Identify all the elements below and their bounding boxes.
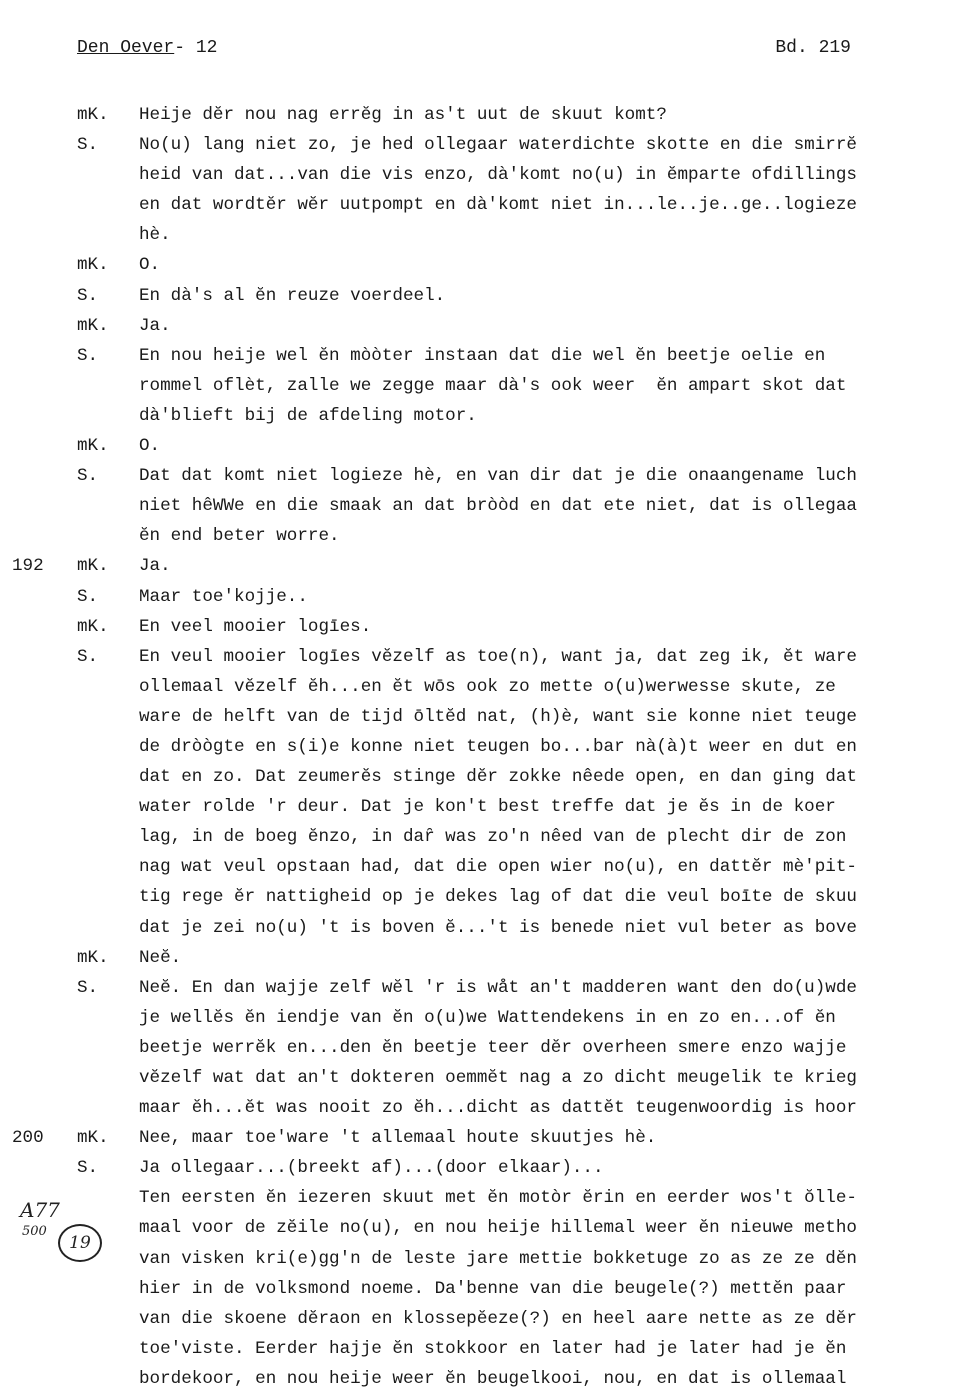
line-text: En veel mooier logīes.	[139, 616, 372, 637]
header-page-number: - 12	[174, 38, 218, 58]
line-text: lag, in de boeg ĕnzo, in daȓ was zo'n nêed van de plecht dir de zon	[139, 827, 847, 848]
transcript-line	[0, 612, 979, 642]
transcript-line	[0, 1183, 979, 1213]
speaker-label: mK.	[77, 1128, 109, 1149]
transcript-line	[0, 100, 979, 130]
transcript-line	[0, 1364, 979, 1394]
line-text: bordekoor, en nou heije weer ĕn beugelkooi, nou, en dat is ollemaal	[139, 1368, 847, 1389]
line-text: tig rege ĕr nattigheid op je dekes lag of dat die veul boīte de skuu	[139, 887, 857, 908]
line-text: dat je zei no(u) 't is boven ĕ...'t is benede niet vul beter as bove	[139, 917, 857, 938]
transcript-line	[0, 311, 979, 341]
line-text: Dat dat komt niet logieze hè, en van dir dat je die onaangename luch	[139, 466, 857, 487]
line-text: Heije dĕr nou nag errĕg in as't uut de skuut komt?	[139, 105, 667, 125]
line-text: En dà's al ĕn reuze voerdeel.	[139, 285, 446, 306]
line-text: beetje werrĕk en...den ĕn beetje teer dĕr overheen smere enzo wajje	[139, 1037, 847, 1058]
line-text: water rolde 'r deur. Dat je kon't best treffe dat je ĕs in de koer	[139, 797, 836, 818]
line-number: 192	[12, 556, 44, 577]
transcript-line	[0, 1334, 979, 1364]
line-text: hier in de volksmond noeme. Da'benne van die beugele(?) mettĕn paar	[139, 1278, 847, 1299]
line-text: niet hêWWe en die smaak an dat bròòd en dat ete niet, dat is ollegaa	[139, 496, 857, 517]
speaker-label: mK.	[77, 105, 109, 125]
speaker-label: mK.	[77, 436, 109, 457]
transcript-line	[0, 130, 979, 160]
transcript-line	[0, 1123, 979, 1153]
line-text: van visken kri(e)gg'n de leste jare mettie bokketuge zo as ze ze dĕn	[139, 1248, 857, 1269]
transcript-line	[0, 1003, 979, 1033]
transcript-line	[0, 1033, 979, 1063]
transcript-line	[0, 341, 979, 371]
transcript-line	[0, 913, 979, 943]
transcript-line	[0, 551, 979, 581]
transcript-line	[0, 190, 979, 220]
speaker-label: S.	[77, 977, 99, 998]
annotation-circled-number: 19	[58, 1224, 102, 1262]
line-text: van die skoene dĕraon en klossepĕeze(?) en heel aare nette as ze dĕr	[139, 1308, 857, 1329]
header-code: Bd. 219	[775, 38, 851, 58]
transcript-line	[0, 762, 979, 792]
speaker-label: S.	[77, 466, 99, 487]
line-text: Neĕ. En dan wajje zelf wĕl 'r is wåt an't madderen want den do(u)wde	[139, 977, 857, 998]
line-text: maar ĕh...ĕt was nooit zo ĕh...dicht as dattĕt teugenwoordig is hoor	[139, 1098, 857, 1119]
speaker-label: S.	[77, 285, 99, 306]
line-text: En nou heije wel ĕn mòòter instaan dat die wel ĕn beetje oelie en	[139, 345, 826, 366]
line-text: Ja ollegaar...(breekt af)...(door elkaar)...	[139, 1158, 604, 1179]
speaker-label: S.	[77, 646, 99, 667]
transcript-line	[0, 702, 979, 732]
transcript-line	[0, 1063, 979, 1093]
transcript-line	[0, 882, 979, 912]
transcript-body	[0, 100, 979, 1394]
header-title: Den Oever	[77, 38, 175, 58]
speaker-label: mK.	[77, 556, 109, 577]
transcript-line	[0, 1213, 979, 1243]
line-text: de dròògte en s(i)e konne niet teugen bo...bar nà(à)t weer en dut en	[139, 736, 857, 757]
line-text: vĕzelf wat dat an't dokteren oemmĕt nag a zo dicht meugelik te krieg	[139, 1068, 857, 1088]
line-text: rommel oflèt, zalle we zegge maar dà's ook weer ĕn ampart skot dat	[139, 375, 847, 396]
transcript-line	[0, 220, 979, 250]
line-number: 200	[12, 1128, 44, 1149]
transcript-line	[0, 582, 979, 612]
line-text: je wellĕs ĕn iendje van ĕn o(u)we Wattendekens in en zo en...of ĕn	[139, 1007, 836, 1028]
line-text: O.	[139, 255, 161, 276]
annotation-number: 500	[22, 1224, 47, 1239]
transcript-line	[0, 792, 979, 822]
line-text: Neĕ.	[139, 947, 182, 968]
transcript-line	[0, 642, 979, 672]
transcript-line	[0, 491, 979, 521]
transcript-line	[0, 431, 979, 461]
transcript-line	[0, 1304, 979, 1334]
speaker-label: S.	[77, 586, 99, 607]
transcript-line	[0, 521, 979, 551]
line-text: nag wat veul opstaan had, dat die open wier no(u), en dattĕr mè'pit-	[139, 857, 857, 878]
line-text: Ja.	[139, 556, 171, 577]
transcript-line	[0, 1153, 979, 1183]
transcript-line	[0, 973, 979, 1003]
header-title-group	[77, 38, 217, 58]
line-text: maal voor de zĕile no(u), en nou heije hillemal weer ĕn nieuwe metho	[139, 1218, 857, 1239]
transcript-line	[0, 943, 979, 973]
line-text: En veul mooier logīes vĕzelf as toe(n), want ja, dat zeg ik, ĕt ware	[139, 646, 857, 667]
line-text: dà'blieft bij de afdeling motor.	[139, 405, 477, 426]
speaker-label: S.	[77, 345, 99, 366]
speaker-label: mK.	[77, 616, 109, 637]
transcript-line	[0, 1244, 979, 1274]
annotation-code: A77	[20, 1198, 60, 1222]
line-text: toe'viste. Eerder hajje ĕn stokkoor en later had je later had je ĕn	[139, 1338, 847, 1359]
transcript-line	[0, 281, 979, 311]
line-text: Maar toe'kojje..	[139, 586, 308, 607]
line-text: ware de helft van de tijd ōltĕd nat, (h)è, want sie konne niet teuge	[139, 706, 857, 727]
transcript-line	[0, 852, 979, 882]
line-text: ollemaal vĕzelf ĕh...en ĕt wōs ook zo mette o(u)werwesse skute, ze	[139, 676, 836, 697]
line-text: hè.	[139, 225, 171, 246]
transcript-line	[0, 822, 979, 852]
transcript-line	[0, 732, 979, 762]
transcript-line	[0, 160, 979, 190]
line-text: dat en zo. Dat zeumerĕs stinge dĕr zokke nêede open, en dan ging dat	[139, 767, 857, 788]
page-header	[77, 38, 851, 58]
line-text: No(u) lang niet zo, je hed ollegaar waterdichte skotte en die smirrĕ	[139, 135, 857, 156]
line-text: Nee, maar toe'ware 't allemaal houte skuutjes hè.	[139, 1128, 657, 1149]
margin-annotation	[8, 1198, 118, 1278]
line-text: heid van dat...van die vis enzo, dà'komt no(u) in ĕmparte ofdillings	[139, 165, 857, 186]
line-text: Ten eersten ĕn iezeren skuut met ĕn motòr ĕrin en eerder wos't ŏlle-	[139, 1188, 857, 1209]
transcript-line	[0, 1093, 979, 1123]
speaker-label: mK.	[77, 315, 109, 336]
transcript-line	[0, 250, 979, 280]
speaker-label: mK.	[77, 947, 109, 968]
transcript-line	[0, 401, 979, 431]
transcript-line	[0, 371, 979, 401]
transcript-line	[0, 672, 979, 702]
speaker-label: S.	[77, 1158, 99, 1179]
transcript-line	[0, 1274, 979, 1304]
speaker-label: mK.	[77, 255, 109, 276]
line-text: Ja.	[139, 315, 171, 336]
speaker-label: S.	[77, 135, 99, 156]
line-text: ĕn end beter worre.	[139, 526, 340, 547]
line-text: O.	[139, 436, 161, 457]
line-text: en dat wordtĕr wĕr uutpompt en dà'komt niet in...le..je..ge..logieze	[139, 195, 857, 216]
transcript-line	[0, 461, 979, 491]
